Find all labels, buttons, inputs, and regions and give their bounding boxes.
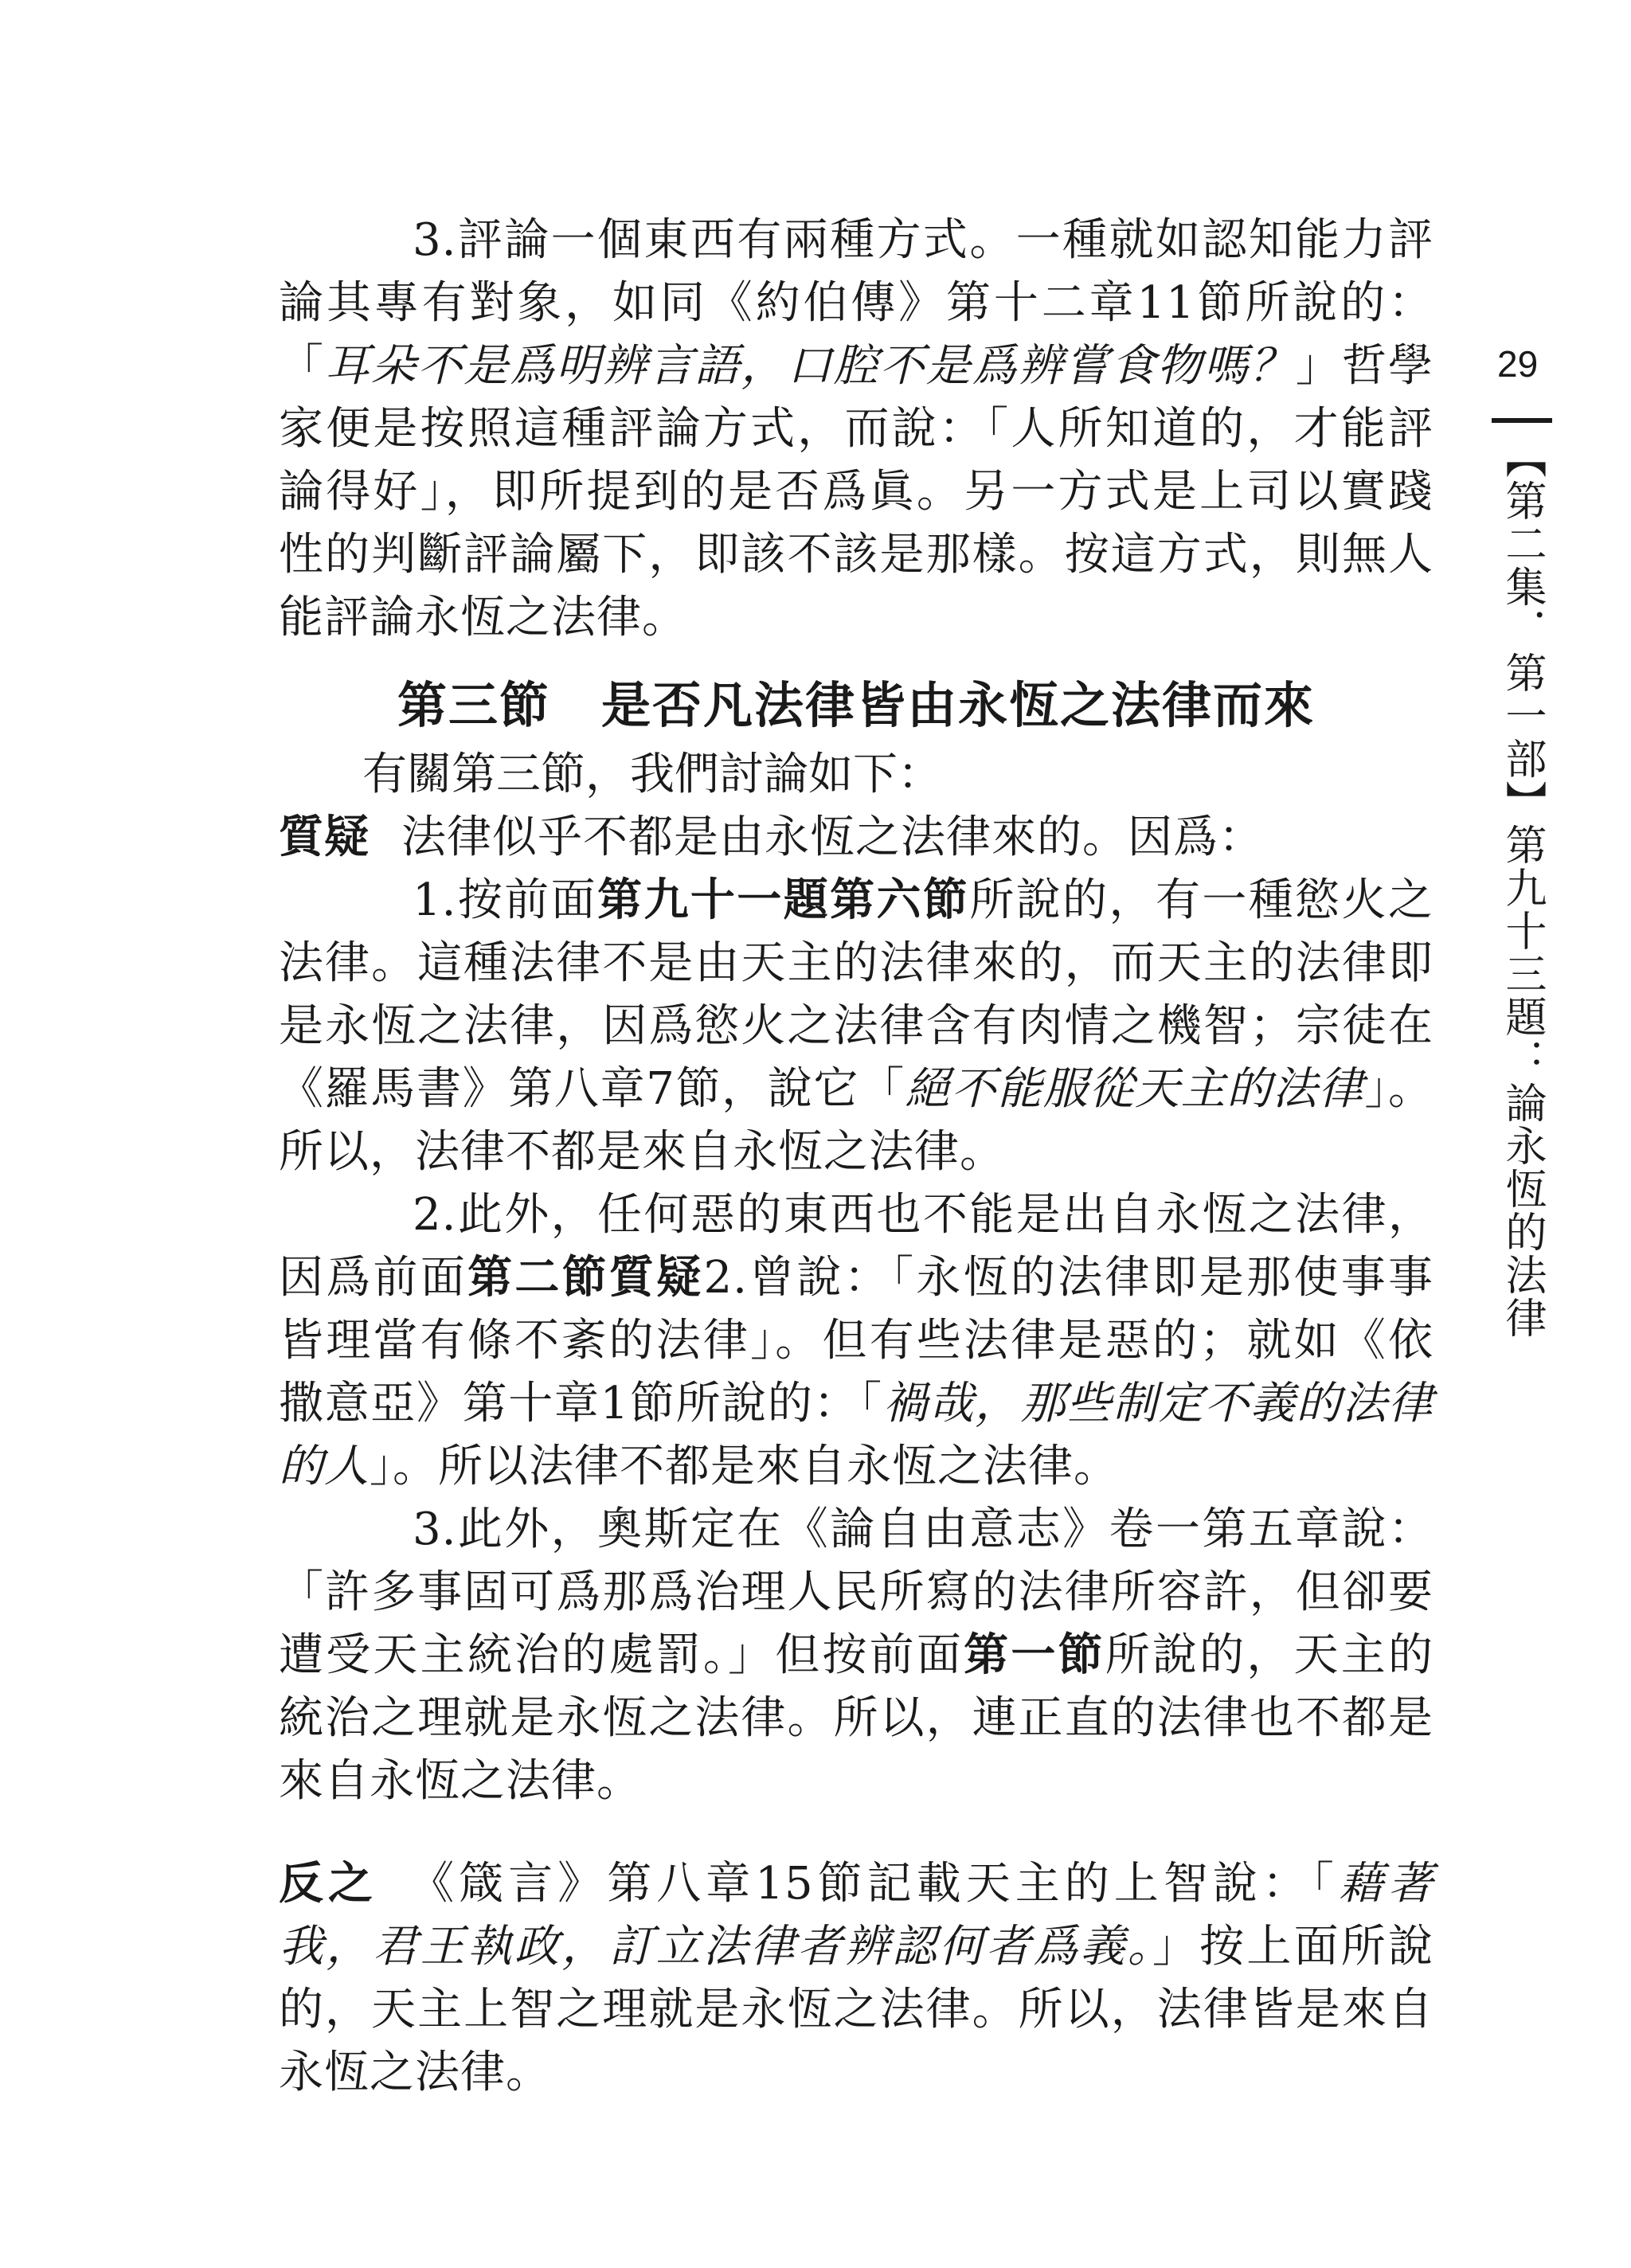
page-number: 29	[1497, 343, 1539, 385]
objection-1: 1.按前面第九十一題第六節所說的，有一種慾火之法律。這種法律不是由天主的法律來的，而天主的法律即是永恆之法律，因爲慾火之法律含有肉情之機智；宗徒在《羅馬書》第八章7節，說它「絕不能服從天主的法律」。所以，法律不都是來自永恆之法律。	[279, 874, 1433, 1178]
objection-label: 質疑	[279, 811, 370, 863]
sed-contra: 反之 《箴言》第八章15節記載天主的上智說：「藉著我，君王執政，訂立法律者辨認何者爲義。」按上面所說的，天主上智之理就是永恆之法律。所以，法律皆是來自永恆之法律。	[279, 1858, 1434, 2098]
text: 」哲學家便是按照這種評論方式，而說：「人所知道的，才能評論得好」，即所提到的是否爲眞。另一方式是上司以實踐性的判斷評論屬下，即該不該是那樣。按這方式，則無人能評論永恆之法律。	[279, 340, 1434, 643]
scripture-quote: 絕不能服從天主的法律	[905, 1063, 1365, 1115]
paragraph-evaluation	[279, 209, 1433, 649]
section-intro: 有關第三節，我們討論如下：	[362, 749, 942, 800]
text: 3.評論一個東西有兩種方式。一種就如認知能力評論其專有對象，如同《約伯傳》第十二章11節所說的：「	[279, 214, 1433, 392]
objection-2: 2.此外，任何惡的東西也不能是出自永恆之法律，因爲前面第二節質疑2.曾說：「永恆的法律即是那使事事皆理當有條不紊的法律」。但有些法律是惡的；就如《依撒意亞》第十章1節所說的：「禍哉，那些制定不義的法律的人」。所以法律不都是來自永恆之法律。	[279, 1189, 1433, 1492]
objections	[279, 806, 1433, 1812]
scripture-quote: 禍哉，那些制定不義的法律的人	[279, 1378, 1433, 1492]
cross-reference: 第二節質疑	[467, 1252, 704, 1304]
section-heading: 第三節 是否凡法律皆由永恆之法律而來	[397, 676, 1315, 734]
objection-3: 3.此外，奧斯定在《論自由意志》卷一第五章說：「許多事固可爲那爲治理人民所寫的法律所容許，但卻要遭受天主統治的處罰。」但按前面第一節所說的，天主的統治之理就是永恆之法律。所以，連正直的法律也不都是來自永恆之法律。	[279, 1504, 1434, 1807]
scripture-quote: 耳朵不是爲明辨言語，口腔不是爲辨嘗食物嗎？	[325, 340, 1296, 392]
cross-reference: 第一節	[964, 1629, 1105, 1681]
scripture-quote: 藉著我，君王執政，訂立法律者辨認何者爲義。	[279, 1858, 1434, 1973]
header-rule	[1492, 418, 1552, 423]
contra-label: 反之	[279, 1858, 378, 1910]
cross-reference: 第九十一題第六節	[597, 874, 970, 926]
objection-lead: 質疑 法律似乎不都是由永恆之法律來的。因爲：	[279, 811, 1264, 863]
running-header: 【第二集．第一部】第九十三題：論永恆的法律	[1498, 436, 1546, 1339]
